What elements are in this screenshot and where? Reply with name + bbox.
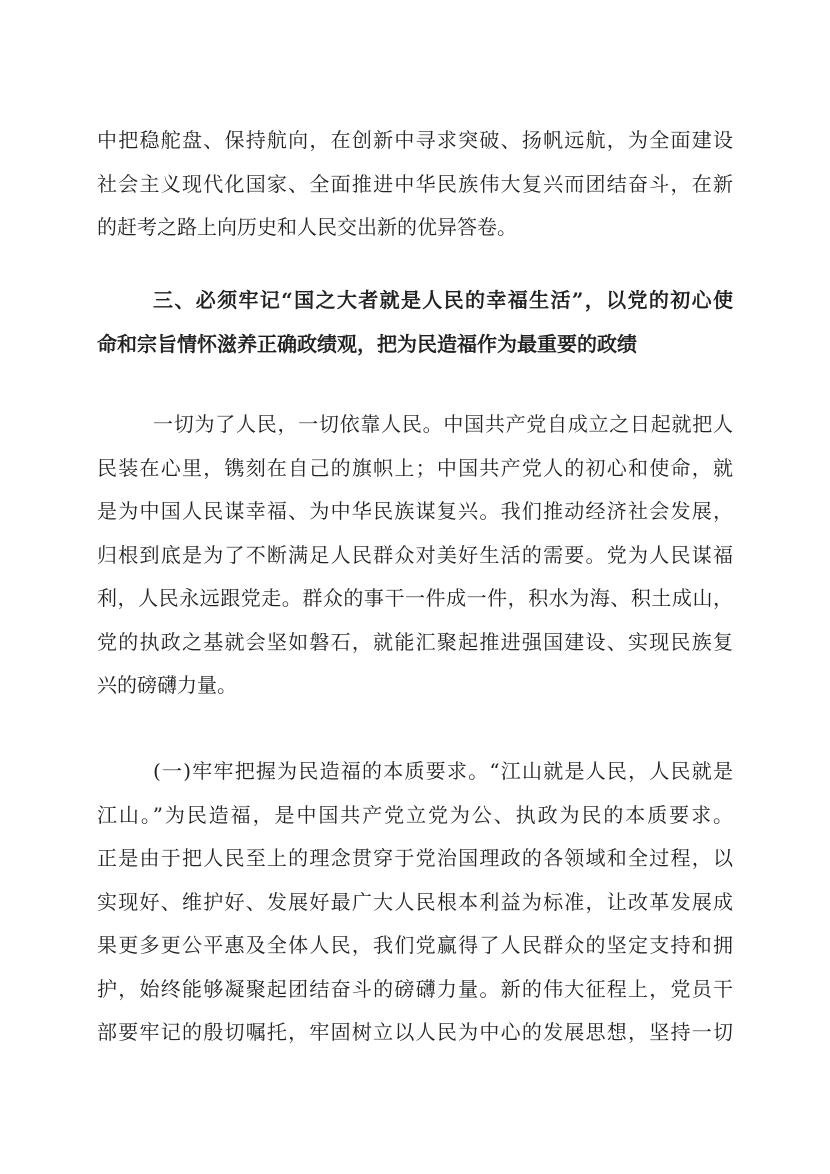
text-line: 归根到底是为了不断满足人民群众对美好生活的需要。党为人民谋福 bbox=[97, 542, 733, 567]
text-line: (一)牢牢把握为民造福的本质要求。“江山就是人民，人民就是 bbox=[153, 759, 733, 783]
text-line: 社会主义现代化国家、全面推进中华民族伟大复兴而团结奋斗，在新 bbox=[97, 171, 733, 196]
text-line: 的赶考之路上向历史和人民交出新的优异答卷。 bbox=[97, 215, 517, 239]
paragraph-subsection-one bbox=[97, 750, 733, 1055]
text-line: 部要牢记的殷切嘱托，牢固树立以人民为中心的发展思想，坚持一切 bbox=[97, 1020, 733, 1044]
text-line: 江山。”为民造福，是中国共产党立党为公、执政为民的本质要求。 bbox=[97, 802, 733, 827]
paragraph-intro bbox=[97, 403, 733, 708]
text-line: 兴的磅礴力量。 bbox=[97, 673, 237, 697]
section-heading bbox=[97, 279, 733, 366]
text-line: 一切为了人民，一切依靠人民。中国共产党自成立之日起就把人 bbox=[153, 412, 733, 436]
text-line: 果更多更公平惠及全体人民，我们党赢得了人民群众的坚定支持和拥 bbox=[97, 933, 733, 957]
text-line: 正是由于把人民至上的理念贯穿于党治国理政的各领域和全过程，以 bbox=[97, 846, 733, 870]
heading-line: 命和宗旨情怀滋养正确政绩观，把为民造福作为最重要的政绩 bbox=[97, 331, 637, 356]
text-line: 党的执政之基就会坚如磐石，就能汇聚起推进强国建设、实现民族复 bbox=[97, 629, 733, 654]
text-line: 利，人民永远跟党走。群众的事干一件成一件，积水为海、积土成山， bbox=[97, 586, 733, 610]
paragraph-continuation bbox=[97, 119, 733, 250]
text-line: 中把稳舵盘、保持航向，在创新中寻求突破、扬帆远航，为全面建设 bbox=[97, 128, 733, 152]
heading-line: 三、必须牢记“国之大者就是人民的幸福生活”，以党的初心使 bbox=[153, 288, 733, 312]
text-line: 护，始终能够凝聚起团结奋斗的磅礴力量。新的伟大征程上，党员干 bbox=[97, 976, 733, 1001]
text-line: 实现好、维护好、发展好最广大人民根本利益为标准，让改革发展成 bbox=[97, 889, 733, 914]
text-line: 民装在心里，镌刻在自己的旗帜上；中国共产党人的初心和使命，就 bbox=[97, 455, 733, 480]
text-line: 是为中国人民谋幸福、为中华民族谋复兴。我们推动经济社会发展， bbox=[97, 499, 733, 523]
